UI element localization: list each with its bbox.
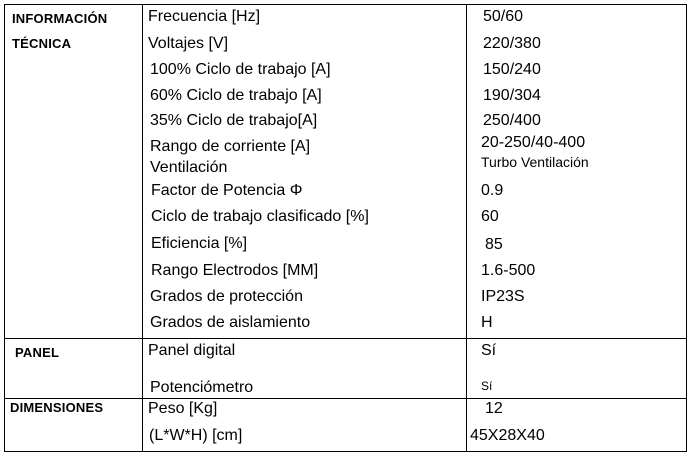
value-ciclo-clasificado: 60 bbox=[481, 208, 499, 225]
label-ciclo-35: 35% Ciclo de trabajo[A] bbox=[150, 112, 318, 129]
label-frecuencia: Frecuencia [Hz] bbox=[148, 8, 261, 25]
section-info-title-line2: TÉCNICA bbox=[12, 36, 72, 51]
value-rango-corriente: 20-250/40-400 bbox=[481, 134, 586, 151]
value-frecuencia: 50/60 bbox=[483, 8, 524, 25]
label-rango-corriente: Rango de corriente [A] bbox=[150, 138, 311, 155]
label-ventilacion: Ventilación bbox=[150, 159, 228, 176]
value-ciclo-100: 150/240 bbox=[483, 61, 541, 78]
section-panel-title: PANEL bbox=[15, 345, 60, 360]
value-potenciometro: Sí bbox=[481, 379, 493, 393]
value-dimensiones: 45X28X40 bbox=[470, 427, 545, 444]
label-voltajes: Voltajes [V] bbox=[148, 35, 229, 52]
value-eficiencia: 85 bbox=[485, 236, 503, 253]
value-voltajes: 220/380 bbox=[483, 35, 541, 52]
label-potenciometro: Potenciómetro bbox=[150, 379, 254, 396]
value-grados-aislamiento: H bbox=[481, 314, 493, 331]
spec-table bbox=[4, 4, 687, 452]
value-panel-digital: Sí bbox=[481, 342, 497, 359]
value-ciclo-60: 190/304 bbox=[483, 87, 541, 104]
label-panel-digital: Panel digital bbox=[148, 342, 236, 359]
label-ciclo-60: 60% Ciclo de trabajo [A] bbox=[150, 87, 322, 104]
value-rango-electrodos: 1.6-500 bbox=[481, 262, 536, 279]
section-divider-dimensions bbox=[5, 398, 686, 399]
column-divider-2 bbox=[466, 5, 467, 451]
section-dimensions-title: DIMENSIONES bbox=[10, 400, 104, 415]
label-peso: Peso [Kg] bbox=[148, 400, 218, 417]
section-divider-panel bbox=[5, 338, 686, 339]
label-factor-potencia: Factor de Potencia Φ bbox=[151, 182, 303, 199]
section-info-title-line1: INFORMACIÓN bbox=[12, 11, 108, 26]
label-eficiencia: Eficiencia [%] bbox=[151, 235, 248, 252]
value-factor-potencia: 0.9 bbox=[481, 182, 504, 199]
column-divider-1 bbox=[142, 5, 143, 451]
label-dimensiones: (L*W*H) [cm] bbox=[149, 427, 243, 444]
label-ciclo-100: 100% Ciclo de trabajo [A] bbox=[150, 61, 331, 78]
value-grados-proteccion: IP23S bbox=[481, 288, 525, 305]
value-peso: 12 bbox=[485, 400, 503, 417]
label-rango-electrodos: Rango Electrodos [MM] bbox=[151, 262, 319, 279]
label-grados-aislamiento: Grados de aislamiento bbox=[150, 314, 311, 331]
value-ciclo-35: 250/400 bbox=[483, 112, 541, 129]
value-ventilacion: Turbo Ventilación bbox=[481, 154, 589, 170]
label-ciclo-clasificado: Ciclo de trabajo clasificado [%] bbox=[151, 208, 369, 225]
label-grados-proteccion: Grados de protección bbox=[150, 288, 303, 305]
